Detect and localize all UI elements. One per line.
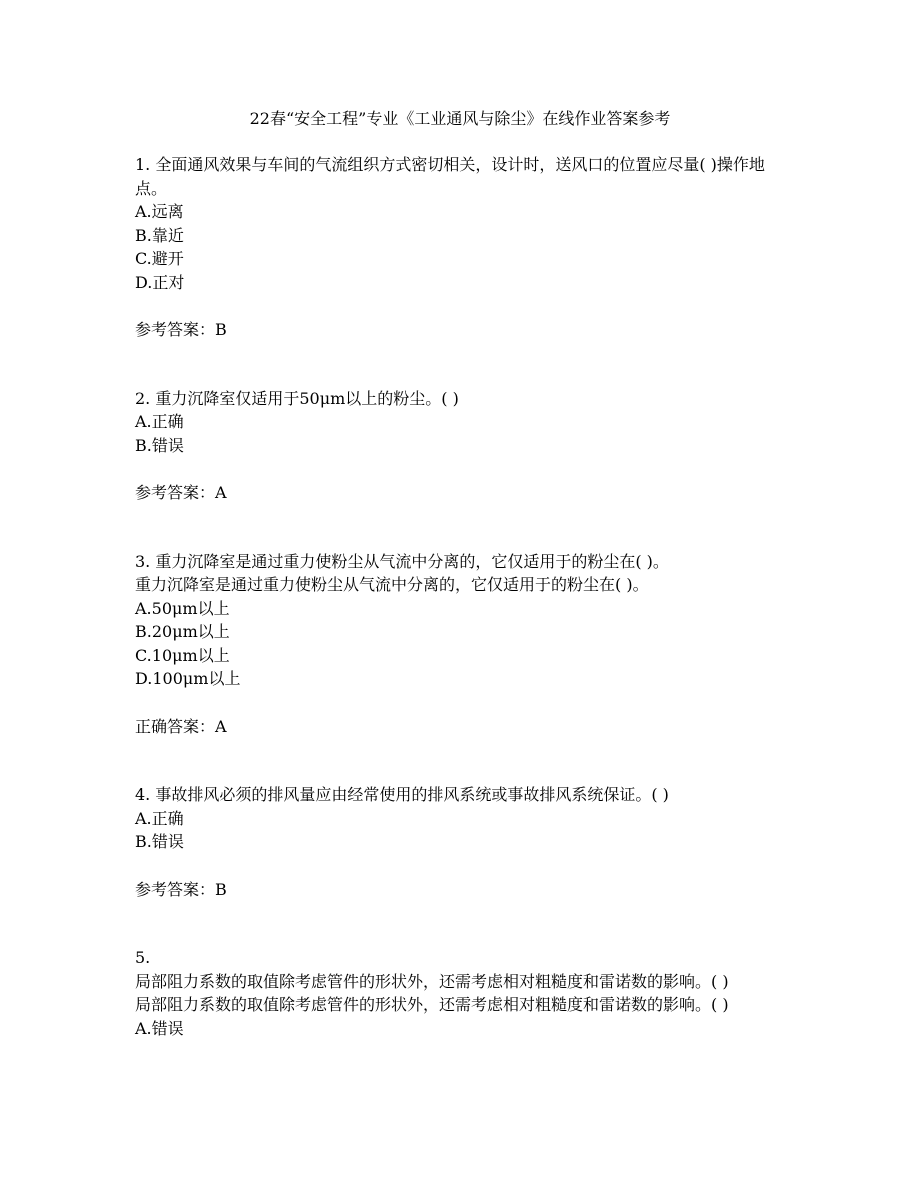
question-1: [135, 153, 785, 342]
option: A.正确: [135, 808, 184, 828]
question-3: [135, 550, 785, 739]
question-text: 2. 重力沉降室仅适用于50μm以上的粉尘。( ): [135, 388, 459, 408]
option: A.错误: [135, 1018, 184, 1038]
answer: 正确答案：A: [135, 716, 227, 736]
option: B.错误: [135, 832, 184, 851]
option: A.远离: [135, 202, 184, 221]
question-text-repeat: 局部阻力系数的取值除考虑管件的形状外，还需考虑相对粗糙度和雷诺数的影响。( ): [135, 995, 729, 1014]
question-5: [135, 946, 785, 1040]
question-2: [135, 387, 785, 505]
question-list: [135, 153, 785, 1040]
option: C.10μm以上: [135, 645, 230, 665]
question-text: 3. 重力沉降室是通过重力使粉尘从气流中分离的，它仅适用于的粉尘在( )。: [135, 551, 669, 571]
option: D.100μm以上: [135, 669, 241, 688]
question-text-repeat: 重力沉降室是通过重力使粉尘从气流中分离的，它仅适用于的粉尘在( )。: [135, 575, 649, 594]
question-number: 5.: [135, 948, 151, 967]
option: B.错误: [135, 435, 184, 455]
option: D.正对: [135, 272, 185, 292]
answer: 参考答案：A: [135, 483, 227, 502]
option: A.正确: [135, 412, 184, 431]
question-4: [135, 783, 785, 901]
option: C.避开: [135, 249, 184, 268]
answer: 参考答案：B: [135, 320, 227, 339]
option: A.50μm以上: [135, 598, 230, 618]
document-title: 22春“安全工程”专业《工业通风与除尘》在线作业答案参考: [249, 109, 671, 128]
option: B.20μm以上: [135, 622, 230, 641]
question-text: 局部阻力系数的取值除考虑管件的形状外，还需考虑相对粗糙度和雷诺数的影响。( ): [135, 971, 729, 991]
answer: 参考答案：B: [135, 879, 227, 899]
option: B.靠近: [135, 225, 184, 245]
question-text: 1. 全面通风效果与车间的气流组织方式密切相关，设计时，送风口的位置应尽量( )操作地点。: [135, 155, 765, 198]
question-text: 4. 事故排风必须的排风量应由经常使用的排风系统或事故排风系统保证。( ): [135, 785, 669, 804]
